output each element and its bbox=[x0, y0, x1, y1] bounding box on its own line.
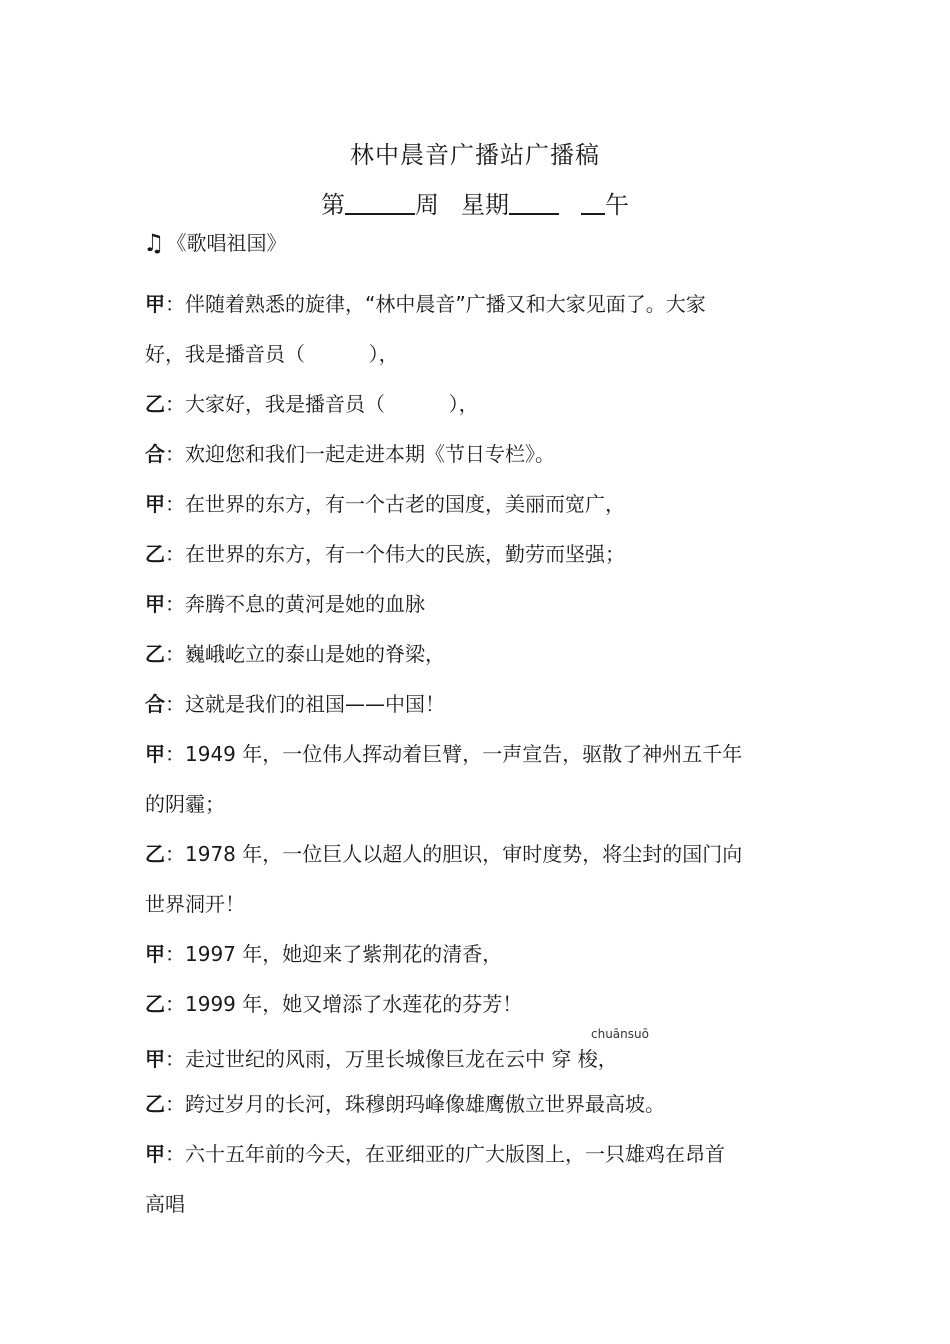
line-text: 1978 年，一位巨人以超人的胆识，审时度势，将尘封的国门向 bbox=[185, 842, 743, 866]
music-note-icon: ♫ bbox=[143, 229, 165, 257]
speaker-label: 甲 bbox=[145, 292, 165, 316]
line-text: 走过世纪的风雨，万里长城像巨龙在云中 穿 梭， bbox=[185, 1047, 618, 1071]
line-text: 的阴霾； bbox=[145, 792, 225, 816]
line-text: 世界洞开！ bbox=[145, 892, 245, 916]
line-text: 大家好，我是播音员（ ）， bbox=[185, 392, 479, 416]
line-text: 巍峨屹立的泰山是她的脊梁， bbox=[185, 642, 445, 666]
script-line bbox=[145, 388, 479, 417]
script-line bbox=[145, 588, 425, 617]
speaker-separator: ： bbox=[165, 692, 185, 716]
song-line bbox=[143, 227, 287, 257]
speaker-separator: ： bbox=[165, 1047, 185, 1071]
speaker-separator: ： bbox=[165, 392, 185, 416]
script-line bbox=[145, 338, 399, 367]
speaker-separator: ： bbox=[165, 292, 185, 316]
week-suffix: 周 bbox=[415, 191, 439, 219]
script-line bbox=[145, 438, 555, 467]
line-text: 高唱 bbox=[145, 1192, 185, 1216]
script-line bbox=[145, 638, 445, 667]
speaker-label: 乙 bbox=[145, 392, 165, 416]
script-line bbox=[145, 888, 245, 917]
speaker-separator: ： bbox=[165, 492, 185, 516]
line-text: 欢迎您和我们一起走进本期《节日专栏》。 bbox=[185, 442, 555, 466]
speaker-separator: ： bbox=[165, 942, 185, 966]
speaker-separator: ： bbox=[165, 642, 185, 666]
script-line bbox=[145, 838, 742, 867]
speaker-separator: ： bbox=[165, 1092, 185, 1116]
line-text: 1999 年，她又增添了水莲花的芬芳！ bbox=[185, 992, 523, 1016]
script-line bbox=[145, 1138, 725, 1167]
speaker-label: 乙 bbox=[145, 1092, 165, 1116]
line-text: 这就是我们的祖国——中国！ bbox=[185, 692, 445, 716]
speaker-label: 甲 bbox=[145, 592, 165, 616]
speaker-separator: ： bbox=[165, 1142, 185, 1166]
script-line bbox=[145, 788, 225, 817]
page-title: 林中晨音广播站广播稿 bbox=[350, 141, 600, 169]
line-text: 伴随着熟悉的旋律，“林中晨音”广播又和大家见面了。大家 bbox=[185, 292, 706, 316]
script-line bbox=[145, 1188, 185, 1217]
speaker-separator: ： bbox=[165, 842, 185, 866]
period-suffix: 午 bbox=[605, 191, 629, 219]
script-line bbox=[145, 488, 625, 517]
line-text: 六十五年前的今天，在亚细亚的广大版图上，一只雄鸡在昂首 bbox=[185, 1142, 725, 1166]
week-blank bbox=[345, 191, 415, 215]
script-line bbox=[145, 688, 445, 717]
line-text: 好，我是播音员（ ）， bbox=[145, 342, 399, 366]
line-text: 1949 年，一位伟人挥动着巨臂，一声宣告，驱散了神州五千年 bbox=[185, 742, 743, 766]
line-text: 奔腾不息的黄河是她的血脉 bbox=[185, 592, 425, 616]
speaker-separator: ： bbox=[165, 992, 185, 1016]
speaker-label: 甲 bbox=[145, 1142, 165, 1166]
speaker-separator: ： bbox=[165, 542, 185, 566]
speaker-label: 甲 bbox=[145, 942, 165, 966]
speaker-label: 甲 bbox=[145, 742, 165, 766]
script-line bbox=[145, 288, 706, 317]
speaker-label: 甲 bbox=[145, 1047, 165, 1071]
script-line bbox=[145, 1088, 665, 1117]
script-line bbox=[145, 538, 625, 567]
speaker-label: 甲 bbox=[145, 492, 165, 516]
speaker-separator: ： bbox=[165, 442, 185, 466]
pinyin-annotation: chuānsuō bbox=[591, 1027, 649, 1041]
script-line bbox=[145, 938, 502, 967]
speaker-label: 合 bbox=[145, 442, 165, 466]
line-text: 跨过岁月的长河，珠穆朗玛峰像雄鹰傲立世界最高坡。 bbox=[185, 1092, 665, 1116]
song-name: 《歌唱祖国》 bbox=[166, 231, 287, 255]
script-line bbox=[145, 738, 742, 767]
speaker-label: 乙 bbox=[145, 842, 165, 866]
weekday-blank bbox=[509, 191, 559, 215]
script-line bbox=[145, 1043, 618, 1072]
date-line bbox=[0, 185, 950, 220]
speaker-label: 合 bbox=[145, 692, 165, 716]
line-text: 在世界的东方，有一个伟大的民族，勤劳而坚强； bbox=[185, 542, 625, 566]
weekday-label: 星期 bbox=[461, 191, 509, 219]
speaker-separator: ： bbox=[165, 742, 185, 766]
speaker-separator: ： bbox=[165, 592, 185, 616]
line-text: 在世界的东方，有一个古老的国度，美丽而宽广， bbox=[185, 492, 625, 516]
period-blank bbox=[581, 191, 605, 215]
speaker-label: 乙 bbox=[145, 642, 165, 666]
line-text: 1997 年，她迎来了紫荆花的清香， bbox=[185, 942, 503, 966]
speaker-label: 乙 bbox=[145, 992, 165, 1016]
speaker-label: 乙 bbox=[145, 542, 165, 566]
week-prefix: 第 bbox=[321, 191, 345, 219]
script-line bbox=[145, 988, 522, 1017]
